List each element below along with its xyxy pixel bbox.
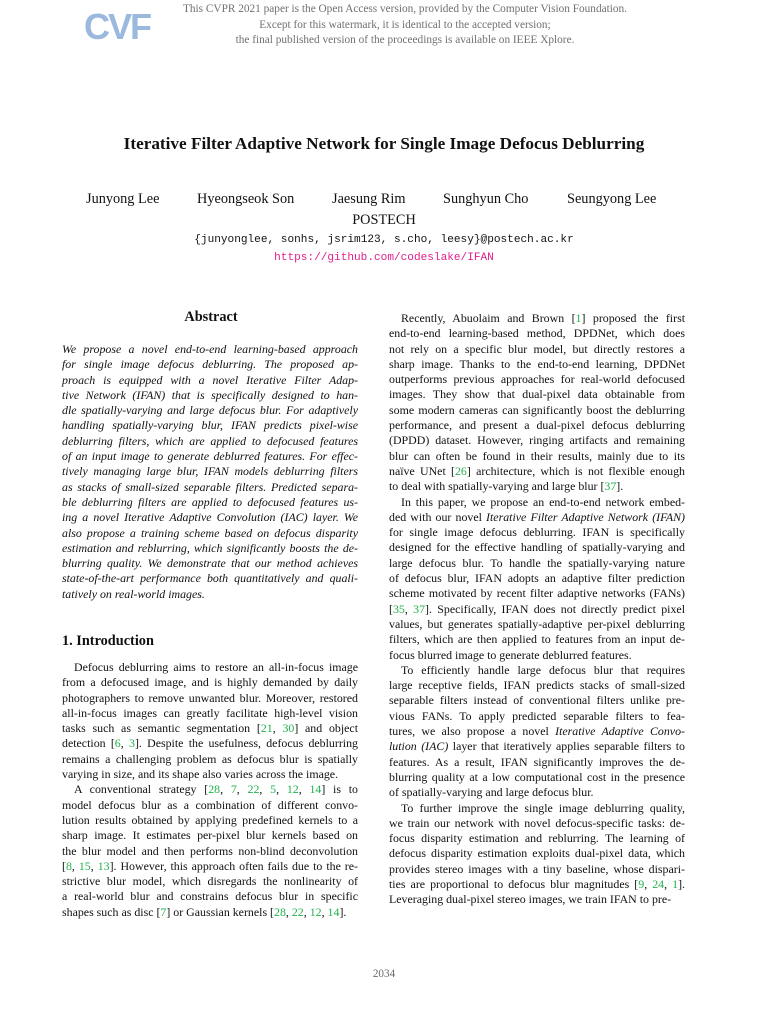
text-run: ] and object <box>294 721 358 736</box>
citation-link[interactable]: 8 <box>65 858 72 873</box>
body-line <box>389 770 685 785</box>
author-name: Sunghyun Cho <box>443 191 529 207</box>
text-run: scheme motivated by recent filter adaptive networks (FANs) <box>389 586 685 601</box>
body-line <box>389 602 685 617</box>
body-line <box>389 678 685 693</box>
text-run: ]. <box>616 479 624 494</box>
abstract-line: tive Network (IFAN) that is specifically designed to han- <box>62 387 358 402</box>
text-run: filters, which are then applied to features from an input de- <box>389 632 685 647</box>
text-run: shapes such as disc [ <box>62 904 161 919</box>
body-line <box>389 510 685 525</box>
body-line <box>389 586 685 601</box>
citation-link[interactable]: 24 <box>652 876 665 891</box>
abstract-line: for single image defocus deblurring. The proposed ap- <box>62 357 358 372</box>
text-run: ]. Specifically, IFAN does not directly predict pixel <box>425 601 686 616</box>
citation-link[interactable]: 14 <box>309 782 322 797</box>
text-run: for single image defocus deblurring. IFAN is specifically <box>389 525 685 540</box>
text-run: focus blurred image to generate deblurred features. <box>389 647 632 662</box>
author-name: Jaesung Rim <box>332 191 406 207</box>
text-run: , <box>71 858 79 873</box>
text-run: To efficiently handle large defocus blur that requires <box>401 662 685 677</box>
text-run: defocus disparity estimation exploits dual-pixel data, which <box>389 846 685 861</box>
body-line <box>62 691 358 706</box>
page-number: 2034 <box>372 968 396 980</box>
body-line <box>389 311 685 326</box>
emphasis-text: Iterative Adaptive Convo- <box>555 724 685 739</box>
body-line <box>389 846 685 861</box>
text-run: some modern cameras can significantly boost the deblurring <box>389 402 685 417</box>
text-run: naïve UNet [ <box>389 463 455 478</box>
body-line <box>62 905 358 920</box>
text-run: , <box>664 876 673 891</box>
citation-link[interactable]: 7 <box>230 782 237 797</box>
citation-link[interactable]: 12 <box>286 782 299 797</box>
citation-link[interactable]: 9 <box>638 876 645 891</box>
citation-link[interactable]: 22 <box>291 904 304 919</box>
text-run: [ <box>389 601 393 616</box>
open-access-watermark <box>150 2 660 49</box>
body-line <box>62 675 358 690</box>
body-line <box>389 801 685 816</box>
body-line <box>62 782 358 797</box>
author-name: Hyeongseok Son <box>197 191 295 207</box>
body-line <box>389 449 685 464</box>
body-line <box>62 706 358 721</box>
body-line <box>389 648 685 663</box>
body-line <box>389 892 685 907</box>
abstract-heading: Abstract <box>184 309 238 325</box>
text-run: , <box>303 904 310 919</box>
abstract-line: deblurring filters, which are applied to defocused features <box>62 433 358 448</box>
body-line <box>389 739 685 754</box>
body-line <box>389 556 685 571</box>
body-line <box>389 862 685 877</box>
body-line <box>389 479 685 494</box>
text-run: , <box>321 904 328 919</box>
text-run: performance, and present a dual-pixel defocus deblurring <box>389 418 685 433</box>
text-run: we train our network with novel defocus-specific tasks: de- <box>389 815 685 830</box>
text-run: of spatially-varying and large defocus blur. <box>389 785 594 800</box>
body-line <box>389 663 685 678</box>
body-line <box>389 342 685 357</box>
text-run: ded with our novel <box>389 509 487 524</box>
body-line <box>389 571 685 586</box>
text-run: , <box>276 782 287 797</box>
text-run: , <box>404 601 414 616</box>
text-run: to deal with spatially-varying and large blur [ <box>389 479 605 494</box>
abstract-body <box>62 342 358 602</box>
body-line <box>389 403 685 418</box>
body-line <box>62 660 358 675</box>
abstract-line: as stacks of small-sized separable filters. Predicted separa- <box>62 479 358 494</box>
text-run: vious FANs. To apply predicted separable filters to fea- <box>389 708 685 723</box>
text-run: outperforms previous approaches for real-world defocused <box>389 372 685 387</box>
text-run: ties are proportional to defocus blur magnitudes [ <box>389 876 639 891</box>
text-run: , <box>259 782 271 797</box>
text-run: ] is to <box>321 782 358 797</box>
text-run: sharp image. It estimates per-pixel blur kernels based on <box>62 828 358 843</box>
text-run: not rely on a specific blur model, but directly restores a <box>389 341 685 356</box>
text-run: remains a challenging problem as defocus blur is spatially <box>62 751 358 766</box>
body-line <box>62 721 358 736</box>
text-run: Recently, Abuolaim and Brown [ <box>401 311 576 325</box>
body-line <box>62 828 358 843</box>
body-line <box>389 709 685 724</box>
citation-link[interactable]: 1 <box>575 311 582 325</box>
text-run: , <box>644 876 653 891</box>
body-line <box>62 859 358 874</box>
text-run: ]. <box>339 904 347 919</box>
citation-link[interactable]: 14 <box>327 904 340 919</box>
text-run: designed for the effective handling of spatially-varying and <box>389 540 685 555</box>
abstract-line: blurring quality. We demonstrate that our method achieves <box>62 556 358 571</box>
text-run: layer that iteratively applies separable filters to <box>448 739 685 754</box>
abstract-line: of an input image to generate deblurred features. For effec- <box>62 449 358 464</box>
citation-link[interactable]: 21 <box>260 721 273 736</box>
text-run: ] proposed the first <box>581 311 685 325</box>
text-run: , <box>90 858 98 873</box>
text-run: lution results obtained by applying predefined kernels to a <box>62 812 358 827</box>
text-run: of defocus blur, IFAN adopts an adaptive filter prediction <box>389 571 685 586</box>
text-run: model defocus blur as a combination of different convo- <box>62 797 358 812</box>
text-run: ]. <box>678 876 685 891</box>
text-run: large receptive fields, IFAN predicts stacks of small-sized <box>389 678 685 693</box>
text-run: features. As a result, IFAN significantly improves the de- <box>389 754 685 769</box>
watermark-line: This CVPR 2021 paper is the Open Access version, provided by the Computer Vision Foundation. <box>182 3 628 15</box>
text-run: all-in-focus images can greatly facilitate high-level vision <box>62 705 358 720</box>
author-name: Junyong Lee <box>86 191 160 207</box>
text-run: provides stereo images with a tiny baseline, whose dispari- <box>389 861 685 876</box>
abstract-line: estimation and reblurring, which significantly boosts the de- <box>62 540 358 555</box>
body-line <box>389 357 685 372</box>
citation-link[interactable]: 13 <box>97 858 110 873</box>
introduction-column-right <box>389 311 685 908</box>
text-run: ] or Gaussian kernels [ <box>166 904 275 919</box>
body-line <box>389 724 685 739</box>
abstract-line: also propose a training scheme based on defocus disparity <box>62 525 358 540</box>
citation-link[interactable]: 37 <box>604 479 617 494</box>
paper-title: Iterative Filter Adaptive Network for Single Image Defocus Deblurring <box>123 134 645 153</box>
text-run: A conventional strategy [ <box>74 782 209 797</box>
text-run: In this paper, we propose an end-to-end network embed- <box>401 494 685 509</box>
section-heading-introduction: 1. Introduction <box>62 633 154 649</box>
abstract-line: ing a novel Iterative Adaptive Convolution (IAC) layer. We <box>62 510 358 525</box>
body-line <box>389 433 685 448</box>
cvf-logo-text: CVF <box>84 6 150 47</box>
citation-link[interactable]: 26 <box>454 463 467 478</box>
text-run: ] architecture, which is not flexible enough <box>466 463 685 478</box>
code-link[interactable]: https://github.com/codeslake/IFAN <box>274 252 494 264</box>
body-line <box>62 752 358 767</box>
text-run: Leveraging dual-pixel stereo images, we train IFAN to pre- <box>389 892 672 907</box>
body-line <box>62 844 358 859</box>
text-run: values, but generates spatially-adaptive per-pixel deblurring <box>389 616 685 631</box>
citation-link[interactable]: 5 <box>270 782 277 797</box>
citation-link[interactable]: 1 <box>672 876 679 891</box>
body-line <box>389 387 685 402</box>
text-run: , <box>120 736 129 751</box>
text-run: large defocus blur. To handle the spatially-varying nature <box>389 555 685 570</box>
citation-link[interactable]: 22 <box>247 782 260 797</box>
body-line <box>389 755 685 770</box>
text-run: To further improve the single image deblurring quality, <box>401 800 685 815</box>
text-run: , <box>298 782 310 797</box>
text-run: tasks such as semantic segmentation [ <box>62 721 261 736</box>
abstract-line: dle spatially-varying and large defocus blur. For adaptively <box>62 403 358 418</box>
body-line <box>389 877 685 892</box>
emphasis-text: lution (IAC) <box>389 739 449 754</box>
watermark-line: the final published version of the proceedings is available on IEEE Xplore. <box>235 34 575 46</box>
body-line <box>389 372 685 387</box>
body-line <box>389 540 685 555</box>
abstract-line: tively managing large blur, IFAN models deblurring filters <box>62 464 358 479</box>
abstract-line: tatively on real-world images. <box>62 586 205 601</box>
body-line <box>389 464 685 479</box>
text-run: , <box>272 721 283 736</box>
citation-link[interactable]: 12 <box>309 904 322 919</box>
author-emails: {junyonglee, sonhs, jsrim123, s.cho, leesy}@postech.ac.kr <box>194 234 574 246</box>
citation-link[interactable]: 37 <box>413 601 426 616</box>
citation-link[interactable]: 28 <box>274 904 286 919</box>
body-line <box>389 693 685 708</box>
emphasis-text: Iterative Filter Adaptive Network (IFAN) <box>486 509 686 524</box>
text-run: images. They show that dual-pixel data obtainable from <box>389 387 685 402</box>
body-line <box>389 831 685 846</box>
watermark-line: Except for this watermark, it is identical to the accepted version; <box>259 18 551 31</box>
text-run: from a defocused image, and is highly demanded by daily <box>62 675 358 690</box>
text-run: photographers to remove unwanted blur. Moreover, restored <box>62 690 358 705</box>
text-run: strictive blur model, which disregards the nonlinearity of <box>62 874 358 889</box>
text-run: the blur model and then performs non-blind deconvolution <box>62 843 358 858</box>
abstract-line: handling spatially-varying blur, IFAN predicts pixel-wise <box>62 418 358 433</box>
citation-link[interactable]: 15 <box>78 858 91 873</box>
text-run: , <box>236 782 248 797</box>
text-run: , <box>285 904 292 919</box>
abstract-line: ble deblurring filters are applied to defocused features us- <box>62 494 358 509</box>
body-line <box>389 495 685 510</box>
body-line <box>389 418 685 433</box>
body-line <box>62 767 358 782</box>
text-run: blur can often be found in their results, mainly due to its <box>389 448 685 463</box>
citation-link[interactable]: 30 <box>282 721 295 736</box>
body-line <box>389 326 685 341</box>
text-run: (DPDD) dataset. However, ringing artifacts and remaining <box>389 433 685 448</box>
citation-link[interactable]: 28 <box>208 782 221 797</box>
body-line <box>389 617 685 632</box>
text-run: [ <box>62 858 66 873</box>
text-run: focus disparity estimation and reblurring. The learning of <box>389 831 685 846</box>
body-line <box>62 798 358 813</box>
text-run: end-to-end learning-based method, DPDNet, which does <box>389 326 685 341</box>
body-line <box>62 889 358 904</box>
body-line <box>389 816 685 831</box>
body-line <box>62 736 358 751</box>
abstract-line: state-of-the-art performance both quantitatively and quali- <box>62 571 358 586</box>
text-run: varying in size, and its shape also varies across the image. <box>62 767 339 782</box>
text-run: detection [ <box>62 736 115 751</box>
abstract-line: We propose a novel end-to-end learning-based approach <box>62 342 358 356</box>
body-line <box>62 874 358 889</box>
text-run: ]. However, this approach often fails due to the re- <box>109 858 358 873</box>
text-run: tures, we also propose a novel <box>389 724 556 739</box>
body-line <box>389 632 685 647</box>
citation-link[interactable]: 6 <box>114 736 121 751</box>
affiliation: POSTECH <box>352 212 416 228</box>
body-line <box>389 525 685 540</box>
body-line <box>62 813 358 828</box>
text-run: sharp image. Thanks to the end-to-end learning, DPDNet <box>389 356 685 371</box>
introduction-column-left <box>62 660 358 920</box>
text-run: ]. Despite the usefulness, defocus deblurring <box>134 736 358 751</box>
author-name: Seungyong Lee <box>567 191 657 207</box>
text-run: a real-world blur and constrains defocus blur in specific <box>62 889 358 904</box>
text-run: separable filters instead of conventional filters unlike pre- <box>389 693 685 708</box>
body-line <box>389 785 685 800</box>
citation-link[interactable]: 3 <box>128 736 135 751</box>
cvf-logo <box>84 5 150 47</box>
text-run: Defocus deblurring aims to restore an all-in-focus image <box>74 660 358 674</box>
citation-link[interactable]: 35 <box>392 601 405 616</box>
text-run: blurring quality at a low computational cost in the presence <box>389 769 685 784</box>
citation-link[interactable]: 7 <box>160 904 167 919</box>
abstract-line: proach is equipped with a novel Iterative Filter Adap- <box>62 372 358 387</box>
text-run: , <box>220 782 231 797</box>
